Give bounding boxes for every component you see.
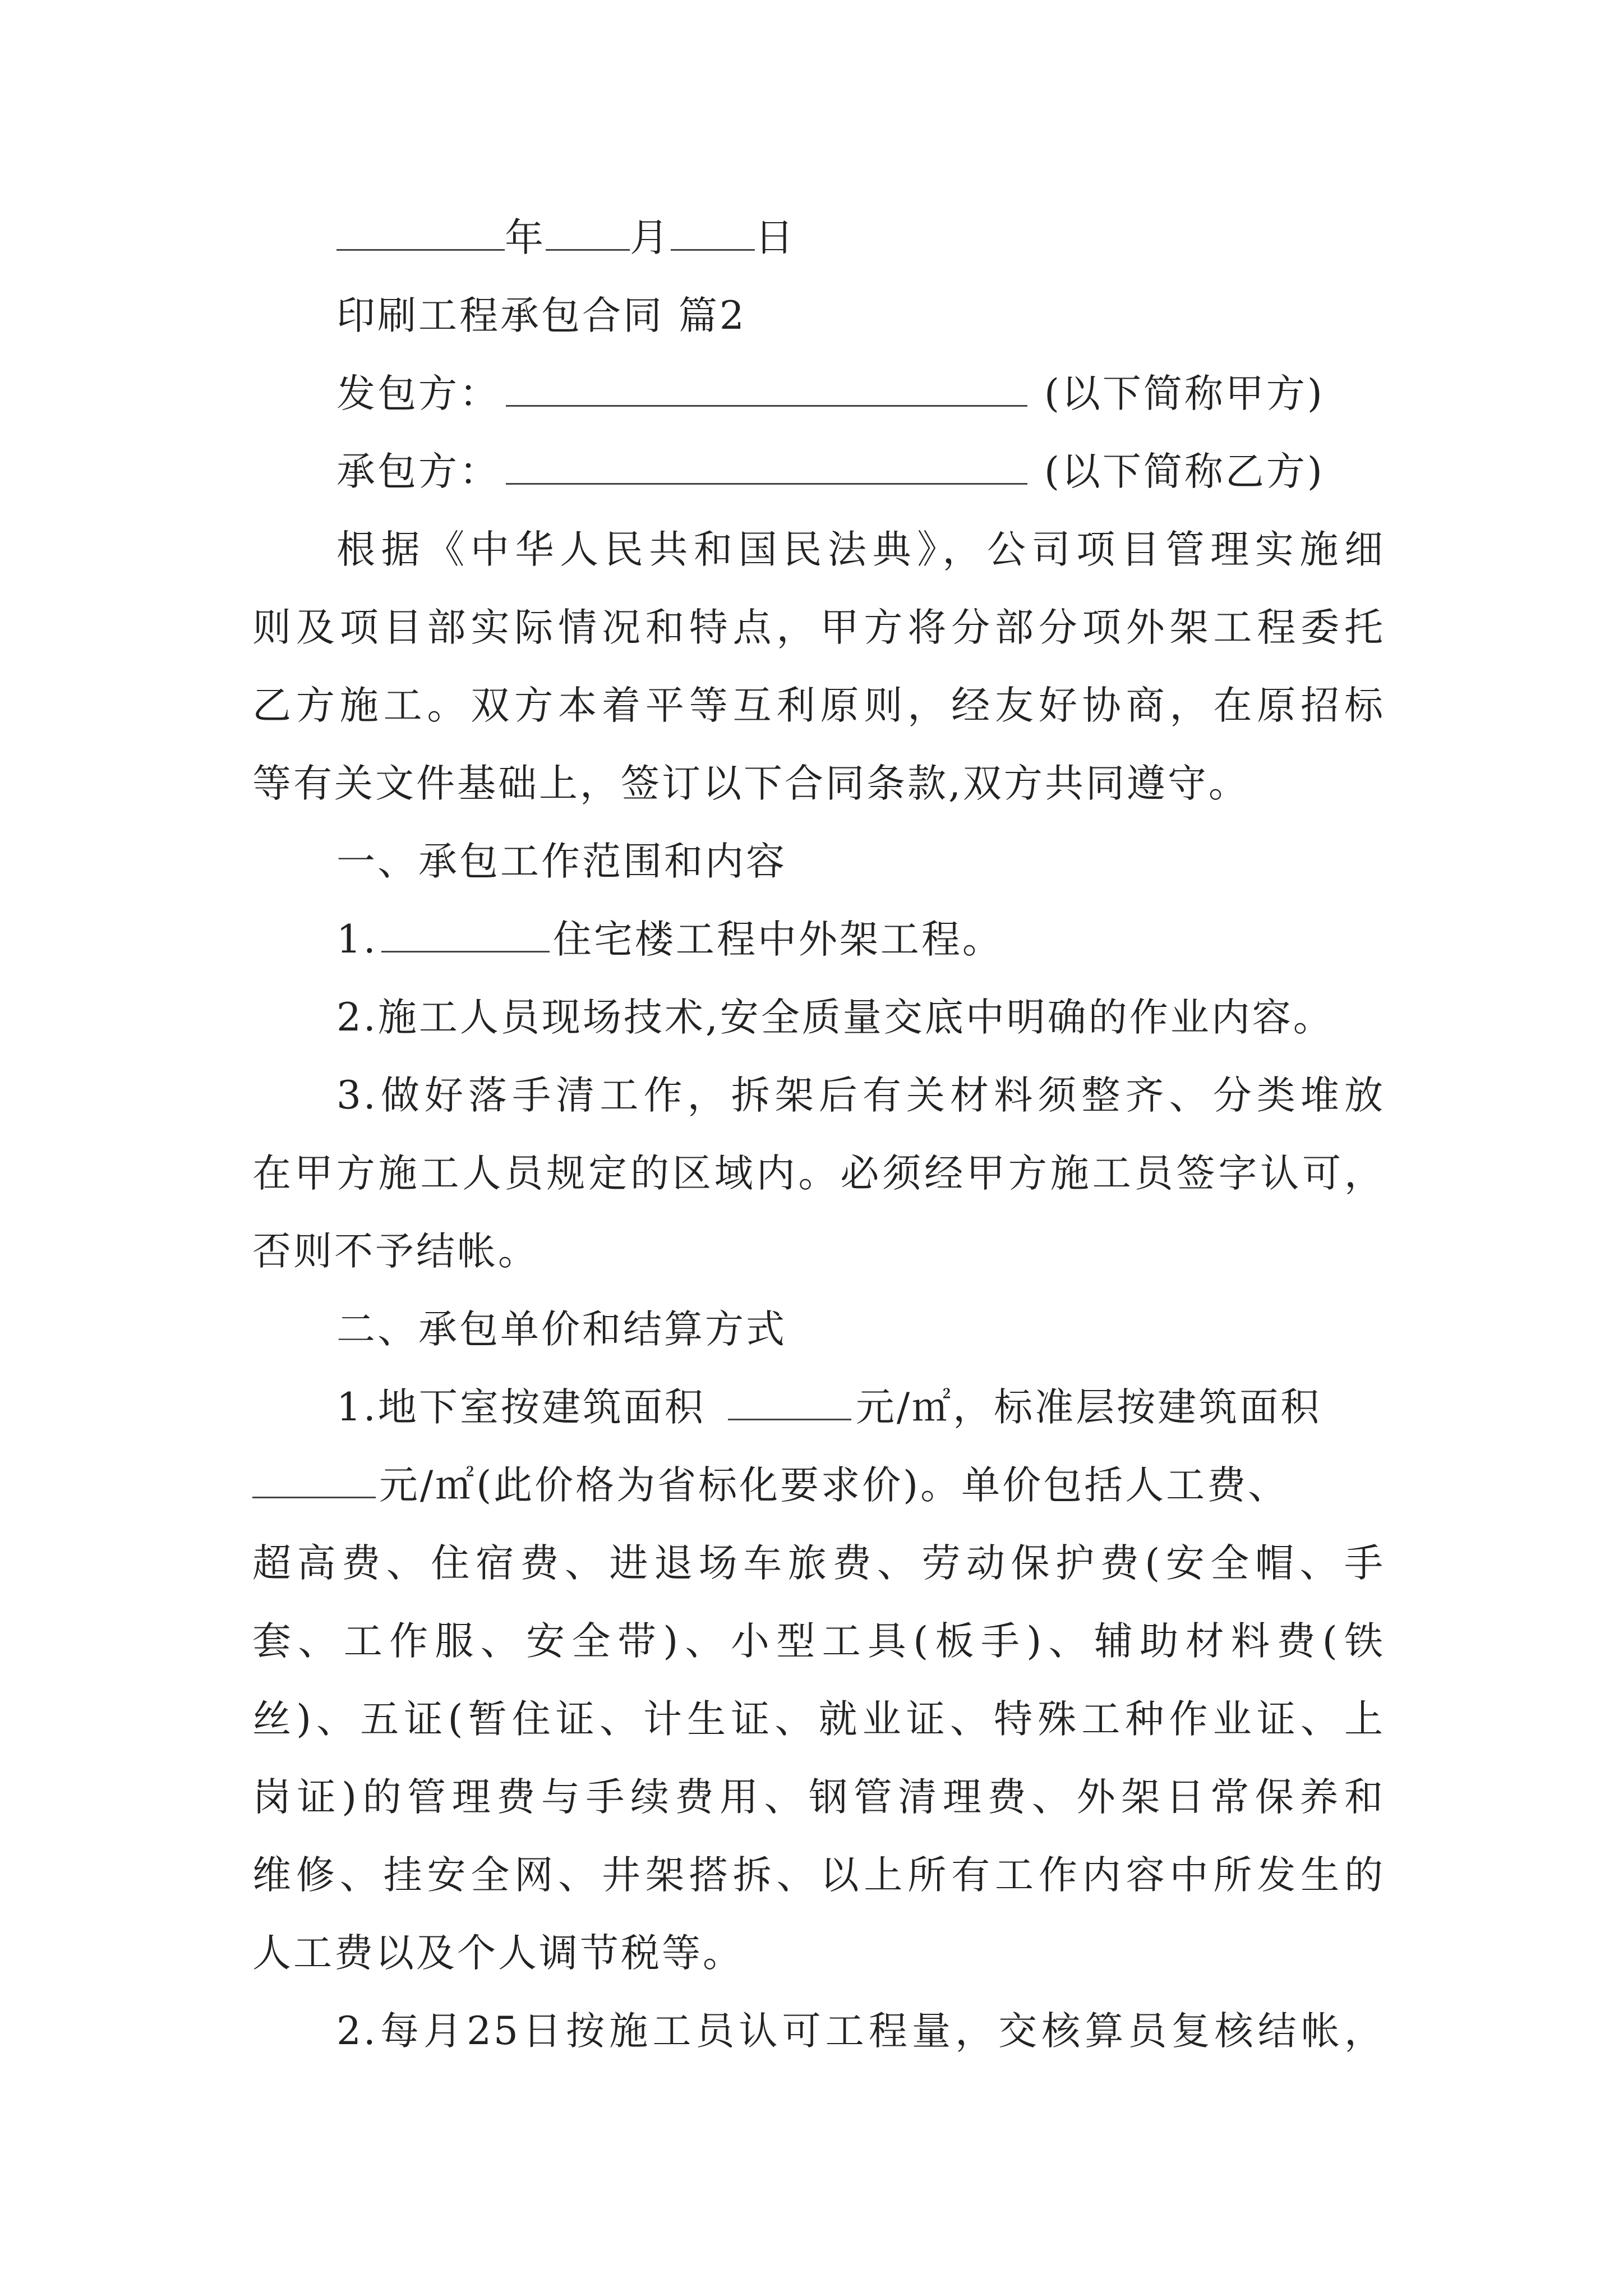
section2-item1-line: 丝)、五证(暂住证、计生证、就业证、特殊工种作业证、上 bbox=[252, 1697, 1385, 1742]
section1-item2: 2.施工人员现场技术,安全质量交底中明确的作业内容。 bbox=[336, 995, 1334, 1040]
section2-item1-line: 岗证)的管理费与手续费用、钢管清理费、外架日常保养和 bbox=[252, 1775, 1385, 1820]
item1-part-a: 1.地下室按建筑面积 bbox=[336, 1385, 706, 1430]
party-b-blank[interactable] bbox=[506, 449, 1027, 485]
day-blank[interactable] bbox=[671, 215, 755, 251]
intro-line: 乙方施工。双方本着平等互利原则，经友好协商，在原招标 bbox=[252, 683, 1385, 728]
party-b-line bbox=[336, 446, 1385, 498]
intro-line: 根据《中华人民共和国民法典》，公司项目管理实施细 bbox=[336, 527, 1385, 572]
basement-price-blank[interactable] bbox=[728, 1385, 851, 1420]
party-a-line bbox=[336, 368, 1385, 420]
section-heading: 二、承包单价和结算方式 bbox=[336, 1307, 787, 1352]
section2-item1-line: 超高费、住宿费、进退场车旅费、劳动保护费(安全帽、手 bbox=[252, 1541, 1385, 1586]
item1-part-b: 元/㎡，标准层按建筑面积 bbox=[855, 1385, 1322, 1430]
year-blank[interactable] bbox=[336, 215, 505, 251]
section1-item3-line: 在甲方施工人员规定的区域内。必须经甲方施工员签字认可， bbox=[252, 1151, 1385, 1196]
party-a-label: 发包方： bbox=[336, 371, 500, 416]
section2-item1-line: 维修、挂安全网、井架搭拆、以上所有工作内容中所发生的 bbox=[252, 1853, 1385, 1898]
month-label: 月 bbox=[630, 215, 671, 260]
section2-item2: 2.每月25日按施工员认可工程量，交核算员复核结帐， bbox=[336, 2009, 1385, 2054]
party-b-label: 承包方： bbox=[336, 449, 500, 494]
intro-line: 等有关文件基础上，签订以下合同条款,双方共同遵守。 bbox=[252, 761, 1249, 806]
item1-text: 住宅楼工程中外架工程。 bbox=[552, 917, 1003, 962]
project-name-blank[interactable] bbox=[381, 917, 550, 953]
year-label: 年 bbox=[505, 215, 546, 260]
section2-item1-line: 套、工作服、安全带)、小型工具(板手)、辅助材料费(铁 bbox=[252, 1619, 1385, 1664]
day-label: 日 bbox=[755, 215, 796, 260]
section2-item1-line bbox=[252, 1460, 1385, 1511]
section2-item1-line: 人工费以及个人调节税等。 bbox=[252, 1931, 744, 1976]
intro-line: 则及项目部实际情况和特点，甲方将分部分项外架工程委托 bbox=[252, 605, 1385, 650]
item1-part-c: 元/㎡(此价格为省标化要求价)。单价包括人工费、 bbox=[379, 1463, 1289, 1508]
month-blank[interactable] bbox=[546, 215, 630, 251]
date-line bbox=[336, 212, 1385, 264]
item1-prefix: 1. bbox=[336, 917, 378, 962]
doc-title: 印刷工程承包合同 篇2 bbox=[336, 293, 746, 338]
section1-item3-line: 否则不予结帐。 bbox=[252, 1229, 539, 1274]
party-b-suffix: (以下简称乙方) bbox=[1044, 449, 1325, 494]
standard-floor-price-blank[interactable] bbox=[252, 1463, 376, 1498]
section-heading: 一、承包工作范围和内容 bbox=[336, 839, 787, 884]
party-a-suffix: (以下简称甲方) bbox=[1044, 371, 1325, 416]
party-a-blank[interactable] bbox=[506, 371, 1027, 407]
section1-item1 bbox=[336, 914, 1385, 965]
section2-item1-line bbox=[336, 1382, 1385, 1433]
section1-item3-line: 3.做好落手清工作，拆架后有关材料须整齐、分类堆放 bbox=[336, 1073, 1385, 1118]
